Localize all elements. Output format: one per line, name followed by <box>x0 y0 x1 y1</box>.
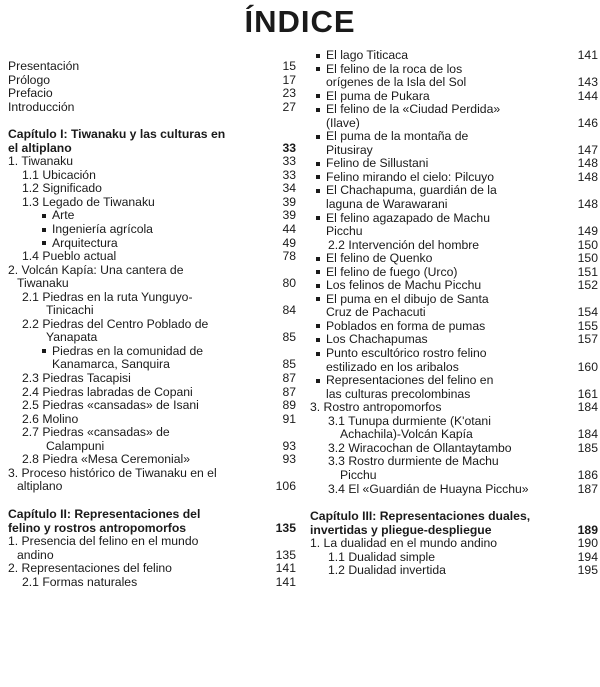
toc-entry[interactable] <box>8 358 296 372</box>
toc-entry[interactable] <box>8 223 296 237</box>
toc-entry[interactable] <box>310 279 598 293</box>
toc-entry-title: 2. Representaciones del felino <box>8 561 172 576</box>
toc-entry-title: Tinicachi <box>46 303 94 318</box>
toc-entry[interactable] <box>8 182 296 196</box>
toc-entry-title: El puma de la montaña de <box>310 130 570 144</box>
toc-chapter-heading[interactable] <box>8 508 296 522</box>
toc-entry-title: 2.6 Molino <box>22 411 79 426</box>
toc-entry-title: 1.1 Dualidad simple <box>328 549 436 564</box>
toc-entry-title: las culturas precolombinas <box>326 386 471 401</box>
toc-entry-title: 3.1 Tunupa durmiente (K'otani <box>328 413 491 428</box>
toc-page-number: 157 <box>577 332 598 347</box>
toc-entry-title: 1.2 Significado <box>22 181 102 196</box>
toc-entry[interactable] <box>310 49 598 63</box>
toc-entry[interactable] <box>310 144 598 158</box>
toc-entry-title: El lago Titicaca <box>310 49 570 63</box>
toc-entry[interactable] <box>310 117 598 131</box>
toc-entry-title: orígenes de la Isla del Sol <box>326 75 467 90</box>
toc-entry-title: 3.4 El «Guardián de Huayna Picchu» <box>328 481 529 496</box>
toc-entry-title: 1. La dualidad en el mundo andino <box>310 536 498 551</box>
toc-entry-title: 2.8 Piedra «Mesa Ceremonial» <box>22 452 191 467</box>
toc-entry[interactable] <box>310 266 598 280</box>
toc-page-number: 106 <box>275 479 296 494</box>
toc-entry-title: Picchu <box>340 467 377 482</box>
toc-entry[interactable] <box>310 415 598 429</box>
toc-entry-title: Introducción <box>8 99 75 114</box>
toc-page-number: 93 <box>282 452 296 467</box>
toc-entry[interactable] <box>310 225 598 239</box>
toc-entry[interactable] <box>310 212 598 226</box>
toc-entry[interactable] <box>8 386 296 400</box>
toc-entry-title: El puma en el dibujo de Santa <box>310 293 570 307</box>
toc-entry-title: Prólogo <box>8 72 51 87</box>
toc-page-number: 148 <box>577 169 598 184</box>
toc-page-number: 49 <box>282 235 296 250</box>
toc-entry-title: 1.1 Ubicación <box>22 167 96 182</box>
toc-entry[interactable] <box>8 101 296 115</box>
toc-entry[interactable] <box>310 483 598 497</box>
toc-entry[interactable] <box>8 467 296 481</box>
toc-entry[interactable] <box>310 333 598 347</box>
toc-entry[interactable] <box>310 171 598 185</box>
toc-entry-title: Capítulo II: Representaciones del <box>8 506 201 521</box>
toc-entry-title: 2.1 Piedras en la ruta Yunguyo- <box>22 289 193 304</box>
toc-entry[interactable] <box>310 320 598 334</box>
toc-entry[interactable] <box>8 426 296 440</box>
toc-entry[interactable] <box>8 277 296 291</box>
toc-entry[interactable] <box>310 388 598 402</box>
toc-entry[interactable] <box>310 401 598 415</box>
toc-page-number: 33 <box>282 167 296 182</box>
toc-entry-title: 1.4 Pueblo actual <box>22 249 117 264</box>
toc-chapter-heading[interactable] <box>310 510 598 524</box>
toc-entry-title: 3. Proceso histórico de Tiwanaku en el <box>8 465 217 480</box>
toc-entry-title: Capítulo III: Representaciones duales, <box>310 509 531 524</box>
toc-entry[interactable] <box>310 306 598 320</box>
toc-entry-title: andino <box>17 547 54 562</box>
toc-entry-title: laguna de Warawarani <box>326 197 448 212</box>
toc-entry-title: Piedras en la comunidad de <box>8 345 266 359</box>
toc-entry[interactable] <box>310 442 598 456</box>
toc-entry[interactable] <box>8 196 296 210</box>
toc-entry-title: El felino de la roca de los <box>310 63 570 77</box>
toc-page-number: 135 <box>275 547 296 562</box>
toc-page-number: 39 <box>282 194 296 209</box>
toc-entry-title: 1.3 Legado de Tiwanaku <box>22 194 155 209</box>
toc-entry[interactable] <box>310 157 598 171</box>
toc-entry-title: 1.2 Dualidad invertida <box>328 563 446 578</box>
toc-page-number: 187 <box>577 481 598 496</box>
toc-page-number: 87 <box>282 384 296 399</box>
toc-entry[interactable] <box>310 428 598 442</box>
toc-entry-title: El felino de fuego (Urco) <box>310 266 570 280</box>
toc-entry-title: Ingeniería agrícola <box>8 223 266 237</box>
toc-entry-title: 2.7 Piedras «cansadas» de <box>22 425 170 440</box>
section-spacer <box>8 114 296 128</box>
toc-entry[interactable] <box>8 535 296 549</box>
toc-entry[interactable] <box>310 130 598 144</box>
toc-entry[interactable] <box>310 184 598 198</box>
toc-entry-title: El Chachapuma, guardián de la <box>310 184 570 198</box>
toc-chapter-heading[interactable] <box>8 128 296 142</box>
toc-page-number: 33 <box>282 140 296 155</box>
toc-entry[interactable] <box>8 318 296 332</box>
toc-entry[interactable] <box>8 169 296 183</box>
toc-page-number: 89 <box>282 398 296 413</box>
toc-entry-title: 2.2 Intervención del hombre <box>328 237 480 252</box>
toc-entry-title: El puma de Pukara <box>310 90 570 104</box>
toc-page-number: 189 <box>577 522 598 537</box>
toc-entry-title: invertidas y pliegue-despliegue <box>310 522 492 537</box>
toc-page-number: 15 <box>282 59 296 73</box>
toc-page-number: 78 <box>282 249 296 264</box>
toc-page-number: 91 <box>282 411 296 426</box>
toc-page-number: 186 <box>577 467 598 482</box>
toc-entry-title: El felino de Quenko <box>310 252 570 266</box>
toc-entry-title: 2.1 Formas naturales <box>22 574 138 589</box>
toc-entry[interactable] <box>310 239 598 253</box>
toc-entry-title: (Ilave) <box>326 115 360 130</box>
toc-chapter-heading[interactable] <box>8 142 296 156</box>
toc-entry[interactable] <box>310 90 598 104</box>
toc-entry[interactable] <box>310 293 598 307</box>
toc-entry[interactable] <box>8 291 296 305</box>
toc-page-number: 184 <box>577 400 598 415</box>
toc-entry-title: 3. Rostro antropomorfos <box>310 400 442 415</box>
toc-page-number: 184 <box>577 427 598 442</box>
toc-entry[interactable] <box>310 63 598 77</box>
toc-page-number: 190 <box>577 536 598 551</box>
toc-entry[interactable] <box>8 209 296 223</box>
toc-entry-title: El felino de la «Ciudad Perdida» <box>310 103 570 117</box>
toc-entry[interactable] <box>310 103 598 117</box>
toc-page-number: 141 <box>577 48 598 62</box>
toc-entry-title: Arquitectura <box>8 237 266 251</box>
toc-page-number: 148 <box>577 197 598 212</box>
toc-page-number: 141 <box>275 561 296 576</box>
toc-entry-title: 3.2 Wiracochan de Ollantaytambo <box>328 440 512 455</box>
toc-entry-title: 2.4 Piedras labradas de Copani <box>22 384 193 399</box>
section-spacer <box>8 494 296 508</box>
toc-entry[interactable] <box>310 551 598 565</box>
toc-entry-title: Tiwanaku <box>17 276 69 291</box>
page-title: ÍNDICE <box>244 4 356 39</box>
toc-page-number: 146 <box>577 115 598 130</box>
toc-entry[interactable] <box>8 413 296 427</box>
toc-entry[interactable] <box>8 237 296 251</box>
toc-entry-title: Los felinos de Machu Picchu <box>310 279 570 293</box>
toc-entry-title: Punto escultórico rostro felino <box>310 347 570 361</box>
toc-page-number: 149 <box>577 224 598 239</box>
toc-page-number: 85 <box>282 330 296 345</box>
toc-entry[interactable] <box>310 374 598 388</box>
toc-entry-title: El felino agazapado de Machu <box>310 212 570 226</box>
toc-page-number: 17 <box>282 72 296 87</box>
toc-entry-title: Kanamarca, Sanquira <box>52 357 170 372</box>
toc-chapter-heading[interactable] <box>8 522 296 536</box>
toc-entry[interactable] <box>8 453 296 467</box>
toc-page-number: 194 <box>577 549 598 564</box>
toc-entry-title: 1. Tiwanaku <box>8 154 74 169</box>
toc-entry[interactable] <box>310 455 598 469</box>
toc-entry-title: Representaciones del felino en <box>310 374 570 388</box>
toc-entry[interactable] <box>8 74 296 88</box>
toc-entry-title: Presentación <box>8 59 80 73</box>
toc-entry[interactable] <box>310 361 598 375</box>
toc-entry[interactable] <box>310 252 598 266</box>
toc-page-number: 141 <box>275 574 296 589</box>
toc-entry-title: 3.3 Rostro durmiente de Machu <box>328 454 499 469</box>
toc-page-number: 152 <box>577 278 598 293</box>
toc-entry-title: estilizado en los aribalos <box>326 359 459 374</box>
toc-page-number: 39 <box>282 208 296 223</box>
toc-page-number: 155 <box>577 318 598 333</box>
toc-page-number: 93 <box>282 438 296 453</box>
toc-page-number: 148 <box>577 156 598 171</box>
toc-entry-title: 2.3 Piedras Tacapisi <box>22 371 131 386</box>
toc-entry-title: Poblados en forma de pumas <box>310 320 570 334</box>
toc-page-number: 150 <box>577 251 598 266</box>
toc-entry[interactable] <box>8 331 296 345</box>
toc-page-number: 154 <box>577 305 598 320</box>
toc-page-number: 135 <box>275 520 296 535</box>
toc-entry-title: 2.2 Piedras del Centro Poblado de <box>22 316 209 331</box>
toc-entry[interactable] <box>8 562 296 576</box>
toc-page-number: 147 <box>577 142 598 157</box>
toc-entry[interactable] <box>310 469 598 483</box>
toc-entry[interactable] <box>8 345 296 359</box>
toc-page-number: 160 <box>577 359 598 374</box>
toc-entry[interactable] <box>8 250 296 264</box>
toc-page-number: 195 <box>577 563 598 578</box>
toc-entry[interactable] <box>310 564 598 578</box>
toc-page-number: 44 <box>282 222 296 237</box>
section-spacer <box>310 496 598 510</box>
toc-page-number: 27 <box>282 99 296 114</box>
toc-page-number: 23 <box>282 86 296 101</box>
toc-page-number: 87 <box>282 371 296 386</box>
toc-entry[interactable] <box>8 480 296 494</box>
toc-page-number: 161 <box>577 386 598 401</box>
toc-entry-title: Yanapata <box>46 330 98 345</box>
toc-entry[interactable] <box>8 576 296 590</box>
toc-entry-title: Prefacio <box>8 86 53 101</box>
toc-entry[interactable] <box>8 440 296 454</box>
toc-entry-title: Calampuni <box>46 438 105 453</box>
toc-entry-title: Arte <box>8 209 266 223</box>
toc-entry[interactable] <box>8 264 296 278</box>
toc-page-number: 143 <box>577 75 598 90</box>
toc-page-number: 33 <box>282 154 296 169</box>
toc-entry-title: felino y rostros antropomorfos <box>8 520 187 535</box>
toc-entry[interactable] <box>310 198 598 212</box>
toc-right-column <box>310 49 598 578</box>
toc-page-number: 34 <box>282 181 296 196</box>
toc-page-number: 151 <box>577 264 598 279</box>
toc-entry[interactable] <box>8 87 296 101</box>
toc-entry-title: Achachila)-Volcán Kapía <box>340 427 473 442</box>
toc-page-number: 85 <box>282 357 296 372</box>
toc-left-column <box>8 60 296 589</box>
toc-page-number: 80 <box>282 276 296 291</box>
toc-entry[interactable] <box>8 155 296 169</box>
toc-entry-title: Felino de Sillustani <box>310 157 570 171</box>
toc-entry-title: Felino mirando el cielo: Pilcuyo <box>310 171 570 185</box>
toc-entry[interactable] <box>310 347 598 361</box>
toc-entry[interactable] <box>8 372 296 386</box>
toc-entry-title: 1. Presencia del felino en el mundo <box>8 534 199 549</box>
toc-entry[interactable] <box>8 399 296 413</box>
toc-entry-title: 2.5 Piedras «cansadas» de Isani <box>22 398 199 413</box>
toc-entry[interactable] <box>310 537 598 551</box>
toc-entry-title: altiplano <box>17 479 63 494</box>
toc-page-number: 185 <box>577 440 598 455</box>
toc-entry[interactable] <box>8 549 296 563</box>
toc-entry[interactable] <box>8 60 296 74</box>
toc-chapter-heading[interactable] <box>310 524 598 538</box>
toc-entry-title: Cruz de Pachacuti <box>326 305 426 320</box>
toc-entry-title: Los Chachapumas <box>310 333 570 347</box>
toc-entry-title: 2. Volcán Kapía: Una cantera de <box>8 262 184 277</box>
toc-page-number: 150 <box>577 237 598 252</box>
toc-entry-title: Picchu <box>326 224 363 239</box>
toc-entry-title: Capítulo I: Tiwanaku y las culturas en <box>8 127 226 142</box>
toc-entry[interactable] <box>310 76 598 90</box>
toc-page-number: 144 <box>577 88 598 103</box>
toc-entry[interactable] <box>8 304 296 318</box>
toc-entry-title: el altiplano <box>8 140 72 155</box>
toc-entry-title: Pitusiray <box>326 142 373 157</box>
toc-page-number: 84 <box>282 303 296 318</box>
